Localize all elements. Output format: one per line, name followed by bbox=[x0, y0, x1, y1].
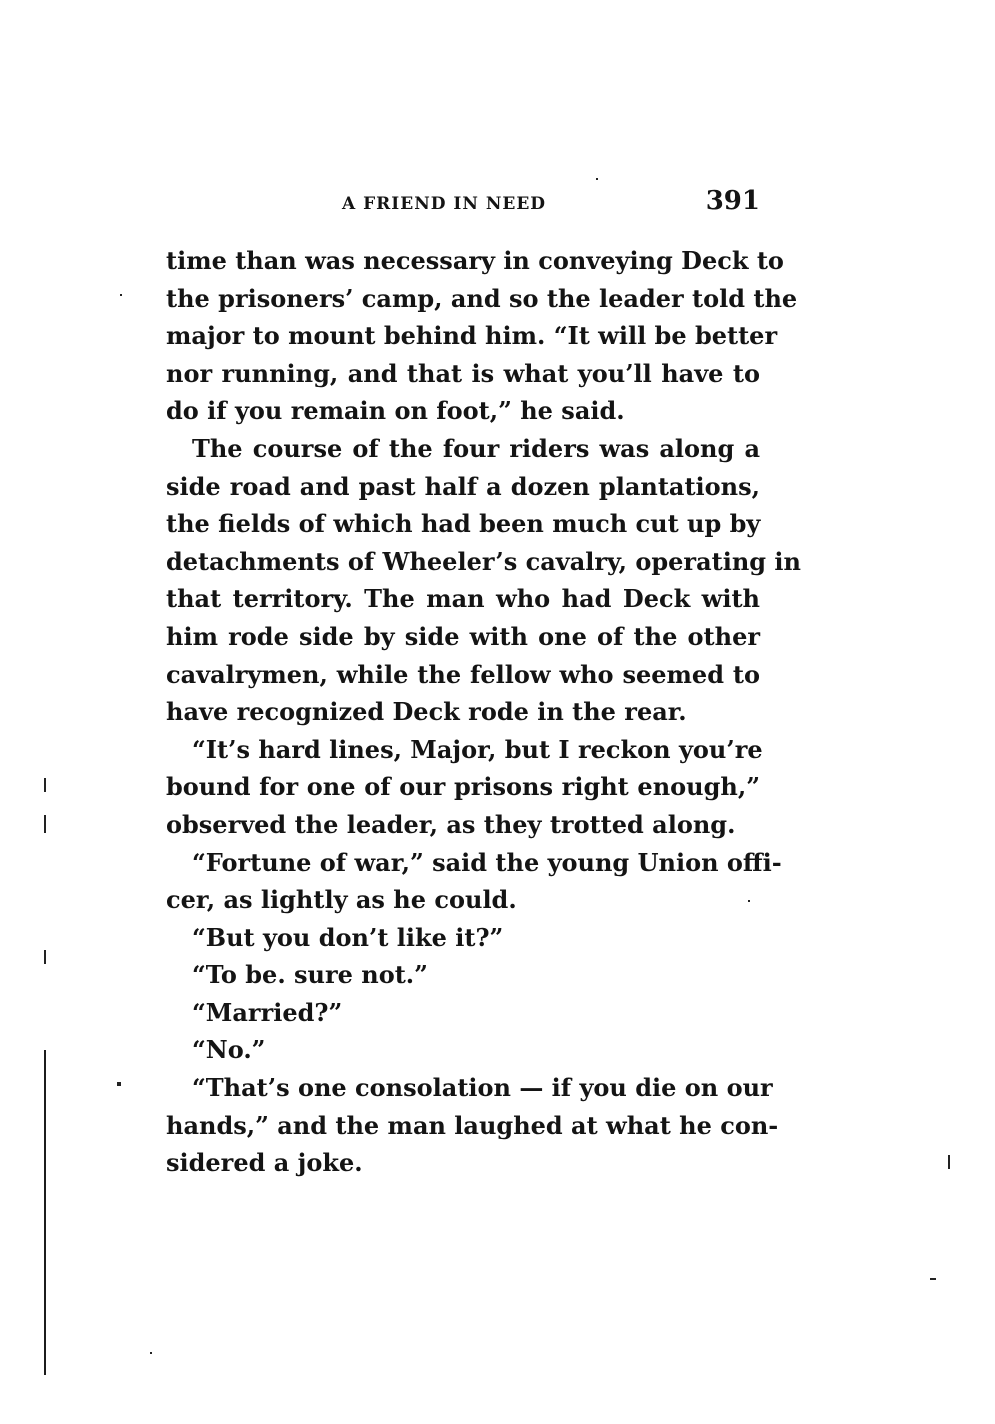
text-line: nor running, and that is what you’ll have to bbox=[166, 358, 760, 388]
text-line: hands,” and the man laughed at what he con- bbox=[166, 1110, 779, 1140]
scan-speck bbox=[596, 178, 598, 180]
text-line: The course of the four riders was along a bbox=[192, 433, 760, 463]
text-line: time than was necessary in conveying Deck to bbox=[166, 246, 784, 275]
text-line: “It’s hard lines, Major, but I reckon you’re bbox=[192, 734, 763, 764]
page-header bbox=[166, 186, 760, 222]
text-line: have recognized Deck rode in the rear. bbox=[166, 697, 687, 727]
scan-speck bbox=[948, 1155, 950, 1169]
text-line: bound for one of our prisons right enough,” bbox=[166, 772, 760, 802]
text-line: him rode side by side with one of the other bbox=[166, 621, 760, 651]
scan-speck bbox=[44, 778, 46, 792]
text-line: detachments of Wheeler’s cavalry, operating in bbox=[166, 546, 801, 576]
page-number: 391 bbox=[705, 186, 760, 216]
text-line: cer, as lightly as he could. bbox=[166, 885, 517, 915]
text-line: “To be. sure not.” bbox=[192, 960, 428, 990]
scan-speck bbox=[930, 1278, 936, 1280]
text-line: that territory. The man who had Deck with bbox=[166, 584, 760, 614]
text-line: sidered a joke. bbox=[166, 1148, 363, 1178]
text-line: major to mount behind him. “It will be better bbox=[166, 321, 778, 351]
text-line: “Fortune of war,” said the young Union offi- bbox=[192, 847, 782, 877]
text-line: cavalrymen, while the fellow who seemed to bbox=[166, 659, 760, 689]
scan-speck bbox=[150, 1352, 152, 1354]
scan-speck bbox=[44, 950, 46, 964]
text-line: the prisoners’ camp, and so the leader told the bbox=[166, 283, 798, 313]
scan-speck bbox=[44, 815, 46, 833]
running-head: A FRIEND IN NEED bbox=[342, 194, 547, 214]
scan-speck bbox=[117, 1082, 121, 1086]
text-line: “Married?” bbox=[192, 997, 343, 1027]
page-body bbox=[166, 242, 801, 1182]
text-line: “But you don’t like it?” bbox=[192, 922, 504, 952]
text-line: the fields of which had been much cut up by bbox=[166, 509, 761, 539]
text-line: do if you remain on foot,” he said. bbox=[166, 396, 625, 426]
text-line: side road and past half a dozen plantations, bbox=[166, 471, 760, 501]
text-line: “No.” bbox=[192, 1035, 266, 1065]
text-line: “That’s one consolation — if you die on our bbox=[192, 1073, 773, 1103]
scan-margin-line bbox=[44, 1050, 46, 1375]
scan-speck bbox=[120, 294, 122, 296]
text-line: observed the leader, as they trotted along. bbox=[166, 809, 736, 839]
scan-speck bbox=[748, 900, 750, 902]
